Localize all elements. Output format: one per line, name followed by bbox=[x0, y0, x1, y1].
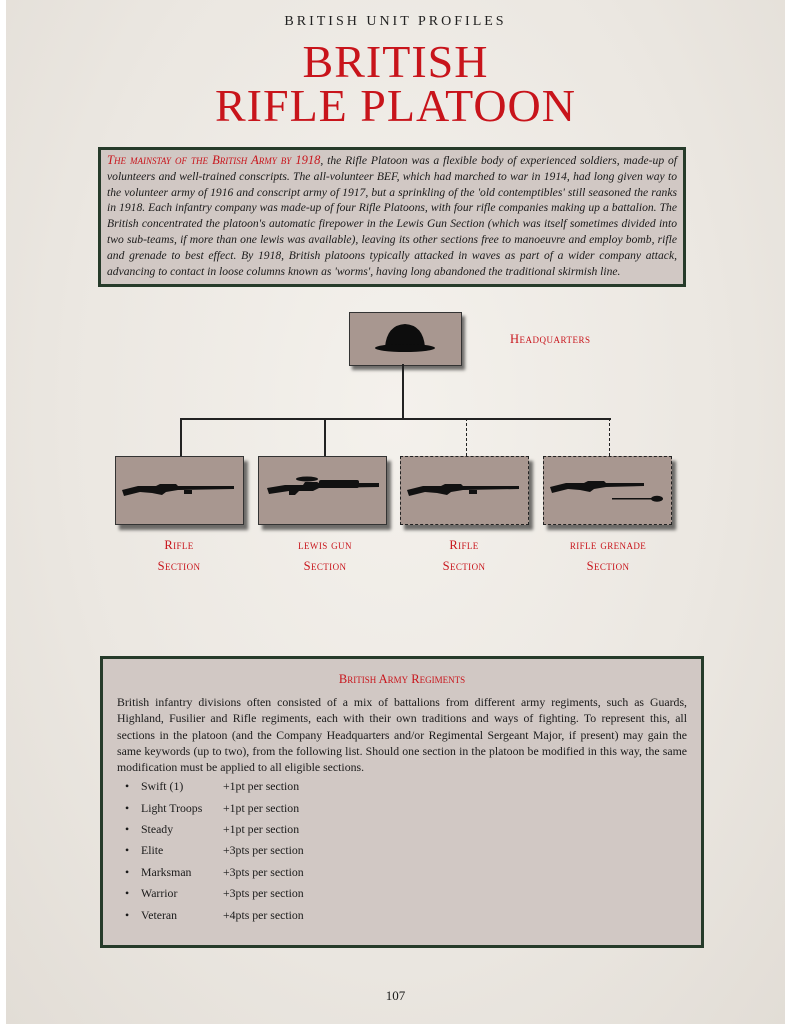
regiments-box bbox=[100, 656, 704, 948]
section-card-rifle bbox=[115, 456, 244, 525]
keyword: Veteran bbox=[141, 907, 178, 922]
rifle-icon bbox=[116, 457, 243, 524]
keyword-cost: +1pt per section bbox=[223, 822, 300, 836]
rifle-grenade-icon bbox=[544, 457, 669, 522]
branch-drop-3 bbox=[466, 418, 467, 456]
branch-drop-1 bbox=[180, 418, 182, 456]
regiments-list bbox=[117, 778, 687, 928]
branch-drop-2 bbox=[324, 418, 326, 456]
page-number: 107 bbox=[385, 988, 406, 1003]
keyword: Steady bbox=[141, 822, 174, 836]
page-title-line2: RIFLE PLATOON bbox=[214, 80, 576, 131]
keyword: Elite bbox=[141, 843, 164, 858]
headquarters-card bbox=[349, 312, 462, 366]
keyword-cost: +3pts per section bbox=[223, 843, 304, 858]
regiments-body: British infantry divisions often consisted of a mix of battalions from different army regiments, such as Guards, Highland, Fusilier and Rifle regiments, each with their own traditions and ways of fighting. To represent this, all sections in the platoon (and the Company Headquarters and/or Regimental Sergeant Major, if present) may gain the same keywords (up to two), from the following list. Should one section in the platoon be modified in this way, the same modification must be applied to all eligible sections. bbox=[117, 695, 687, 775]
branch-line bbox=[180, 418, 611, 420]
keyword: Warrior bbox=[141, 886, 178, 901]
regiments-title: British Army Regiments bbox=[338, 672, 466, 686]
headquarters-label: Headquarters bbox=[510, 332, 591, 346]
keyword-cost: +1pt per section bbox=[223, 779, 300, 794]
intro-lead: The mainstay of the British Army by 1918 bbox=[107, 153, 321, 167]
section-label-4-line2: Section bbox=[586, 559, 630, 573]
branch-drop-4 bbox=[609, 418, 610, 456]
hq-stem bbox=[402, 364, 404, 419]
intro-box bbox=[98, 147, 686, 287]
section-label-3-line1: Rifle bbox=[449, 538, 479, 552]
rifle-icon bbox=[401, 457, 526, 522]
keyword-cost: +4pts per section bbox=[223, 907, 304, 922]
section-label-2-line1: lewis gun bbox=[298, 538, 352, 552]
keyword: Light Troops bbox=[141, 800, 203, 815]
list-item: • Warrior +3pts per section bbox=[125, 886, 304, 901]
list-item: • Swift (1) +1pt per section bbox=[125, 779, 300, 794]
keyword-cost: +1pt per section bbox=[223, 800, 300, 815]
list-item: • Veteran +4pts per section bbox=[125, 907, 304, 922]
lewis-gun-icon bbox=[259, 457, 386, 524]
section-kicker: BRITISH UNIT PROFILES bbox=[284, 14, 507, 29]
list-item: • Marksman +3pts per section bbox=[125, 864, 304, 879]
keyword-cost: +3pts per section bbox=[223, 886, 304, 901]
keyword: Swift (1) bbox=[141, 779, 184, 794]
section-label-1-line2: Section bbox=[157, 559, 201, 573]
helmet-icon bbox=[350, 313, 461, 365]
section-label-3-line2: Section bbox=[442, 559, 486, 573]
section-card-rifle-grenade bbox=[543, 456, 672, 525]
section-card-lewis-gun bbox=[258, 456, 387, 525]
section-label-1-line1: Rifle bbox=[164, 538, 194, 552]
keyword-cost: +3pts per section bbox=[223, 864, 304, 879]
page-title-line1: BRITISH bbox=[302, 36, 489, 87]
section-card-rifle-optional bbox=[400, 456, 529, 525]
section-label-2-line2: Section bbox=[303, 559, 347, 573]
page bbox=[6, 0, 785, 1024]
list-item: • Steady +1pt per section bbox=[125, 822, 300, 836]
list-item: • Light Troops +1pt per section bbox=[125, 800, 300, 815]
intro-body: , the Rifle Platoon was a flexible body of experienced soldiers, made-up of volunteers and well-trained conscripts. The all-volunteer BEF, which had marched to war in 1914, had long given way to the volunteer army of 1916 and conscript army of 1917, but a sprinkling of the 'old contemptibles' still seasoned the ranks in 1918. Each infantry company was made-up of four Rifle Platoons, with four rifle companies making up a battalion. The British concentrated the platoon's automatic firepower in the Lewis Gun Section (which was itself sometimes divided into two sub-teams, if more than one lewis was available), leaving its other sections free to manoeuvre and employ bomb, rifle and grenade to best effect. By 1918, British platoons typically attacked in waves as part of a wider company attack, advancing to contact in loose columns known as 'worms', having long abandoned the traditional skirmish line. bbox=[107, 154, 677, 278]
keyword: Marksman bbox=[141, 864, 192, 879]
list-item: • Elite +3pts per section bbox=[125, 843, 304, 858]
section-label-4-line1: rifle grenade bbox=[569, 538, 647, 552]
